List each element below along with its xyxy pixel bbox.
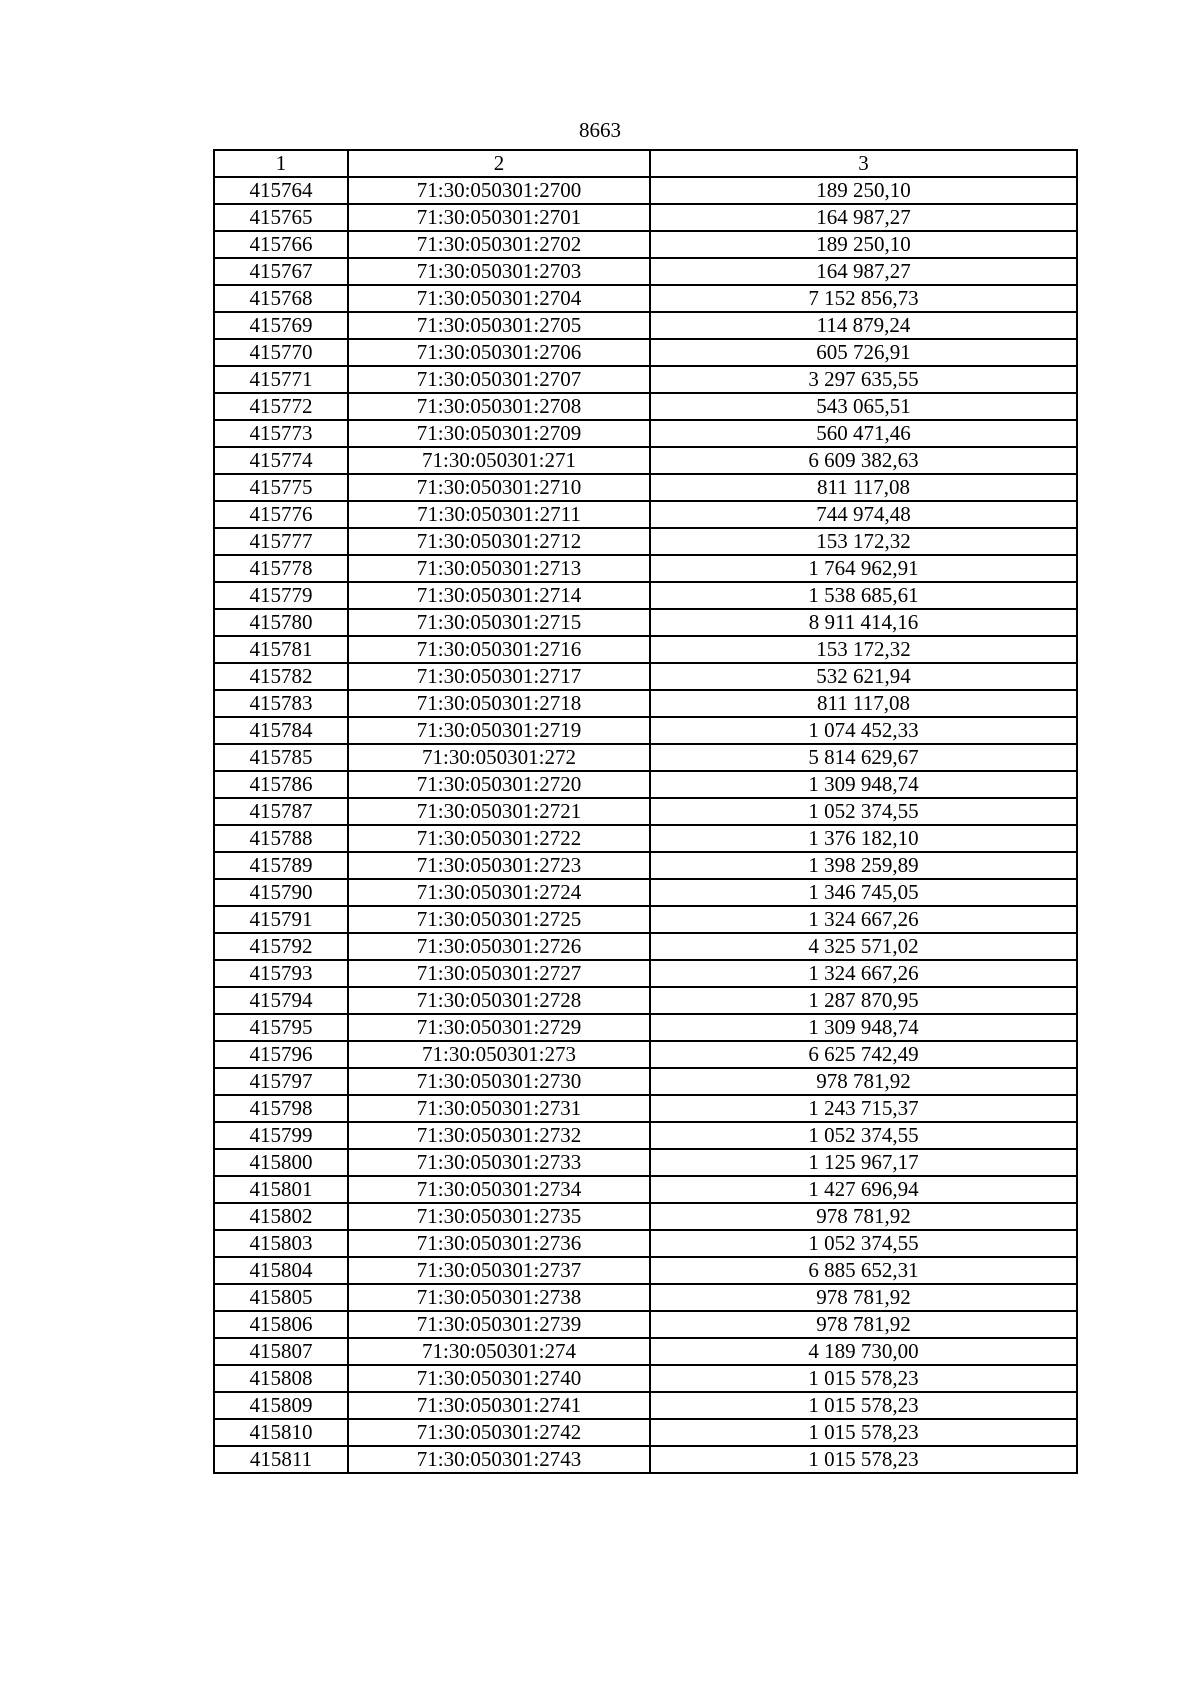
value-cell: 978 781,92 (650, 1311, 1077, 1338)
value-cell: 6 625 742,49 (650, 1041, 1077, 1068)
value-cell: 1 015 578,23 (650, 1365, 1077, 1392)
table-row (214, 960, 1077, 987)
row-number-cell: 415772 (214, 393, 348, 420)
row-number-cell: 415809 (214, 1392, 348, 1419)
cadastral-number-cell: 71:30:050301:2735 (348, 1203, 650, 1230)
row-number-cell: 415811 (214, 1446, 348, 1473)
value-cell: 189 250,10 (650, 177, 1077, 204)
value-cell: 1 376 182,10 (650, 825, 1077, 852)
row-number-cell: 415804 (214, 1257, 348, 1284)
table-row (214, 1392, 1077, 1419)
cadastral-number-cell: 71:30:050301:2738 (348, 1284, 650, 1311)
row-number-cell: 415801 (214, 1176, 348, 1203)
row-number-cell: 415786 (214, 771, 348, 798)
cadastral-number-cell: 71:30:050301:2720 (348, 771, 650, 798)
row-number-cell: 415765 (214, 204, 348, 231)
value-cell: 4 325 571,02 (650, 933, 1077, 960)
row-number-cell: 415781 (214, 636, 348, 663)
row-number-cell: 415775 (214, 474, 348, 501)
row-number-cell: 415803 (214, 1230, 348, 1257)
cadastral-number-cell: 71:30:050301:2734 (348, 1176, 650, 1203)
cadastral-number-cell: 71:30:050301:2719 (348, 717, 650, 744)
value-cell: 811 117,08 (650, 474, 1077, 501)
table-row (214, 177, 1077, 204)
row-number-cell: 415799 (214, 1122, 348, 1149)
table-row (214, 447, 1077, 474)
cadastral-number-cell: 71:30:050301:272 (348, 744, 650, 771)
table-row (214, 1311, 1077, 1338)
row-number-cell: 415769 (214, 312, 348, 339)
value-cell: 978 781,92 (650, 1284, 1077, 1311)
table-row (214, 582, 1077, 609)
value-cell: 605 726,91 (650, 339, 1077, 366)
table-row (214, 906, 1077, 933)
header-cell-1: 1 (214, 150, 348, 177)
row-number-cell: 415793 (214, 960, 348, 987)
value-cell: 744 974,48 (650, 501, 1077, 528)
value-cell: 1 324 667,26 (650, 960, 1077, 987)
value-cell: 6 885 652,31 (650, 1257, 1077, 1284)
table-row (214, 1257, 1077, 1284)
row-number-cell: 415777 (214, 528, 348, 555)
cadastral-number-cell: 71:30:050301:2708 (348, 393, 650, 420)
row-number-cell: 415806 (214, 1311, 348, 1338)
cadastral-number-cell: 71:30:050301:2730 (348, 1068, 650, 1095)
row-number-cell: 415776 (214, 501, 348, 528)
row-number-cell: 415805 (214, 1284, 348, 1311)
table-row (214, 1014, 1077, 1041)
table-row (214, 1068, 1077, 1095)
cadastral-number-cell: 71:30:050301:2742 (348, 1419, 650, 1446)
cadastral-number-cell: 71:30:050301:2707 (348, 366, 650, 393)
cadastral-number-cell: 71:30:050301:2711 (348, 501, 650, 528)
table-row (214, 474, 1077, 501)
table-row (214, 204, 1077, 231)
value-cell: 4 189 730,00 (650, 1338, 1077, 1365)
table-row (214, 1176, 1077, 1203)
cadastral-number-cell: 71:30:050301:2725 (348, 906, 650, 933)
row-number-cell: 415774 (214, 447, 348, 474)
cadastral-number-cell: 71:30:050301:2739 (348, 1311, 650, 1338)
cadastral-number-cell: 71:30:050301:2710 (348, 474, 650, 501)
value-cell: 5 814 629,67 (650, 744, 1077, 771)
row-number-cell: 415792 (214, 933, 348, 960)
value-cell: 1 125 967,17 (650, 1149, 1077, 1176)
table-row (214, 933, 1077, 960)
cadastral-number-cell: 71:30:050301:2721 (348, 798, 650, 825)
table-row (214, 339, 1077, 366)
cadastral-number-cell: 71:30:050301:2700 (348, 177, 650, 204)
table-row (214, 1284, 1077, 1311)
row-number-cell: 415768 (214, 285, 348, 312)
cadastral-number-cell: 71:30:050301:2703 (348, 258, 650, 285)
table-row (214, 1122, 1077, 1149)
cadastral-number-cell: 71:30:050301:274 (348, 1338, 650, 1365)
table-row (214, 420, 1077, 447)
table-row (214, 987, 1077, 1014)
value-cell: 7 152 856,73 (650, 285, 1077, 312)
row-number-cell: 415789 (214, 852, 348, 879)
value-cell: 164 987,27 (650, 258, 1077, 285)
cadastral-number-cell: 71:30:050301:2706 (348, 339, 650, 366)
value-cell: 8 911 414,16 (650, 609, 1077, 636)
value-cell: 114 879,24 (650, 312, 1077, 339)
value-cell: 1 015 578,23 (650, 1419, 1077, 1446)
cadastral-number-cell: 71:30:050301:2702 (348, 231, 650, 258)
value-cell: 543 065,51 (650, 393, 1077, 420)
table-body (214, 177, 1077, 1473)
cadastral-number-cell: 71:30:050301:2743 (348, 1446, 650, 1473)
cadastral-number-cell: 71:30:050301:2717 (348, 663, 650, 690)
value-cell: 164 987,27 (650, 204, 1077, 231)
cadastral-number-cell: 71:30:050301:2732 (348, 1122, 650, 1149)
row-number-cell: 415764 (214, 177, 348, 204)
cadastral-number-cell: 71:30:050301:2726 (348, 933, 650, 960)
table-row (214, 1041, 1077, 1068)
value-cell: 532 621,94 (650, 663, 1077, 690)
cadastral-number-cell: 71:30:050301:273 (348, 1041, 650, 1068)
row-number-cell: 415766 (214, 231, 348, 258)
cadastral-number-cell: 71:30:050301:2709 (348, 420, 650, 447)
row-number-cell: 415808 (214, 1365, 348, 1392)
cadastral-number-cell: 71:30:050301:2722 (348, 825, 650, 852)
table-row (214, 1230, 1077, 1257)
row-number-cell: 415770 (214, 339, 348, 366)
value-cell: 1 764 962,91 (650, 555, 1077, 582)
row-number-cell: 415782 (214, 663, 348, 690)
value-cell: 978 781,92 (650, 1203, 1077, 1230)
cadastral-number-cell: 71:30:050301:2715 (348, 609, 650, 636)
table-row (214, 744, 1077, 771)
value-cell: 1 052 374,55 (650, 798, 1077, 825)
value-cell: 560 471,46 (650, 420, 1077, 447)
row-number-cell: 415787 (214, 798, 348, 825)
value-cell: 6 609 382,63 (650, 447, 1077, 474)
row-number-cell: 415798 (214, 1095, 348, 1122)
value-cell: 1 346 745,05 (650, 879, 1077, 906)
table-row (214, 717, 1077, 744)
row-number-cell: 415795 (214, 1014, 348, 1041)
table-row (214, 366, 1077, 393)
cadastral-number-cell: 71:30:050301:2733 (348, 1149, 650, 1176)
cadastral-number-cell: 71:30:050301:2741 (348, 1392, 650, 1419)
table-row (214, 1149, 1077, 1176)
value-cell: 1 052 374,55 (650, 1122, 1077, 1149)
value-cell: 1 015 578,23 (650, 1446, 1077, 1473)
row-number-cell: 415800 (214, 1149, 348, 1176)
row-number-cell: 415802 (214, 1203, 348, 1230)
row-number-cell: 415785 (214, 744, 348, 771)
value-cell: 1 324 667,26 (650, 906, 1077, 933)
cadastral-number-cell: 71:30:050301:2737 (348, 1257, 650, 1284)
table-row (214, 798, 1077, 825)
value-cell: 189 250,10 (650, 231, 1077, 258)
page-number-text: 8663 (579, 118, 621, 142)
cadastral-number-cell: 71:30:050301:2724 (348, 879, 650, 906)
row-number-cell: 415778 (214, 555, 348, 582)
row-number-cell: 415783 (214, 690, 348, 717)
row-number-cell: 415807 (214, 1338, 348, 1365)
table-row (214, 609, 1077, 636)
row-number-cell: 415796 (214, 1041, 348, 1068)
value-cell: 1 398 259,89 (650, 852, 1077, 879)
value-cell: 978 781,92 (650, 1068, 1077, 1095)
cadastral-number-cell: 71:30:050301:2713 (348, 555, 650, 582)
header-cell-2: 2 (348, 150, 650, 177)
cadastral-number-cell: 71:30:050301:2704 (348, 285, 650, 312)
table-row (214, 825, 1077, 852)
page-number (0, 118, 1200, 142)
value-cell: 153 172,32 (650, 636, 1077, 663)
value-cell: 1 309 948,74 (650, 1014, 1077, 1041)
cadastral-number-cell: 71:30:050301:2736 (348, 1230, 650, 1257)
row-number-cell: 415788 (214, 825, 348, 852)
value-cell: 1 427 696,94 (650, 1176, 1077, 1203)
table-row (214, 1446, 1077, 1473)
cadastral-number-cell: 71:30:050301:2701 (348, 204, 650, 231)
cadastral-number-cell: 71:30:050301:271 (348, 447, 650, 474)
table-row (214, 501, 1077, 528)
registry-table (213, 149, 1078, 1474)
row-number-cell: 415780 (214, 609, 348, 636)
table-row (214, 690, 1077, 717)
row-number-cell: 415771 (214, 366, 348, 393)
value-cell: 1 538 685,61 (650, 582, 1077, 609)
value-cell: 1 052 374,55 (650, 1230, 1077, 1257)
row-number-cell: 415794 (214, 987, 348, 1014)
value-cell: 1 309 948,74 (650, 771, 1077, 798)
row-number-cell: 415784 (214, 717, 348, 744)
cadastral-number-cell: 71:30:050301:2712 (348, 528, 650, 555)
table-row (214, 528, 1077, 555)
row-number-cell: 415773 (214, 420, 348, 447)
table-row (214, 663, 1077, 690)
table-row (214, 852, 1077, 879)
value-cell: 1 287 870,95 (650, 987, 1077, 1014)
cadastral-number-cell: 71:30:050301:2723 (348, 852, 650, 879)
row-number-cell: 415790 (214, 879, 348, 906)
table-row (214, 1338, 1077, 1365)
value-cell: 811 117,08 (650, 690, 1077, 717)
cadastral-number-cell: 71:30:050301:2714 (348, 582, 650, 609)
table-row (214, 258, 1077, 285)
row-number-cell: 415791 (214, 906, 348, 933)
table-row (214, 1095, 1077, 1122)
cadastral-number-cell: 71:30:050301:2716 (348, 636, 650, 663)
row-number-cell: 415767 (214, 258, 348, 285)
table-row (214, 1419, 1077, 1446)
row-number-cell: 415797 (214, 1068, 348, 1095)
row-number-cell: 415810 (214, 1419, 348, 1446)
table-row (214, 285, 1077, 312)
table-row (214, 1203, 1077, 1230)
cadastral-number-cell: 71:30:050301:2729 (348, 1014, 650, 1041)
table-row (214, 555, 1077, 582)
cadastral-number-cell: 71:30:050301:2718 (348, 690, 650, 717)
table-row (214, 312, 1077, 339)
value-cell: 1 074 452,33 (650, 717, 1077, 744)
cadastral-number-cell: 71:30:050301:2727 (348, 960, 650, 987)
table-row (214, 1365, 1077, 1392)
table-row (214, 393, 1077, 420)
table-row (214, 636, 1077, 663)
table-row (214, 879, 1077, 906)
table-row (214, 231, 1077, 258)
value-cell: 3 297 635,55 (650, 366, 1077, 393)
header-row (214, 150, 1077, 177)
row-number-cell: 415779 (214, 582, 348, 609)
cadastral-number-cell: 71:30:050301:2740 (348, 1365, 650, 1392)
value-cell: 1 243 715,37 (650, 1095, 1077, 1122)
value-cell: 153 172,32 (650, 528, 1077, 555)
cadastral-number-cell: 71:30:050301:2705 (348, 312, 650, 339)
cadastral-number-cell: 71:30:050301:2731 (348, 1095, 650, 1122)
cadastral-number-cell: 71:30:050301:2728 (348, 987, 650, 1014)
value-cell: 1 015 578,23 (650, 1392, 1077, 1419)
header-cell-3: 3 (650, 150, 1077, 177)
table-row (214, 771, 1077, 798)
